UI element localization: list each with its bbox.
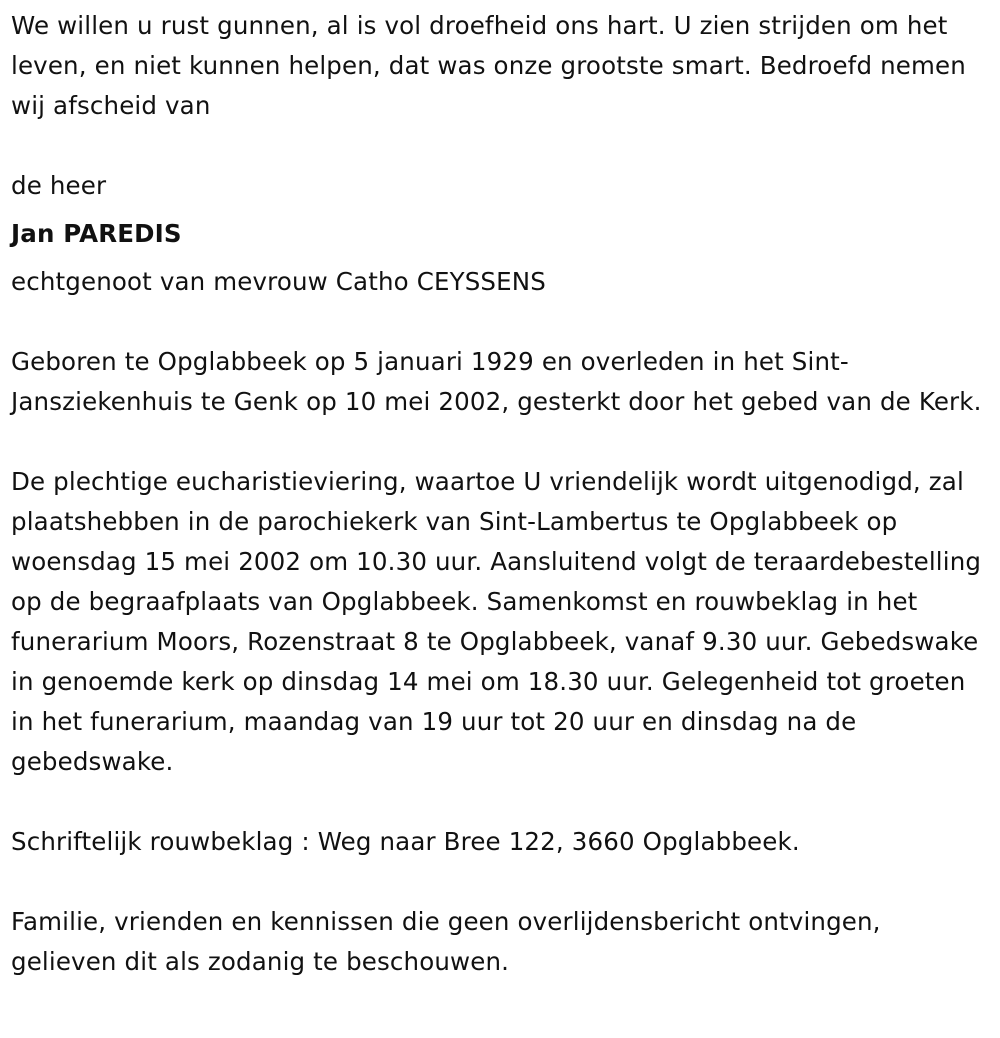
condolence-address: Schriftelijk rouwbeklag : Weg naar Bree 122, 3660 Opglabbeek. <box>11 827 800 856</box>
spouse-relation: echtgenoot van mevrouw Catho CEYSSENS <box>11 267 546 296</box>
deceased-name: Jan PAREDIS <box>11 219 182 248</box>
closing-paragraph: Familie, vrienden en kennissen die geen overlijdensbericht ontvingen, gelieven dit als zodanig te beschouwen. <box>11 907 881 976</box>
intro-paragraph: We willen u rust gunnen, al is vol droefheid ons hart. U zien strijden om het leven, en niet kunnen helpen, dat was onze grootste smart. Bedroefd nemen wij afscheid van <box>11 11 966 120</box>
obituary-notice <box>11 6 991 982</box>
honorific-title: de heer <box>11 171 107 200</box>
ceremony-paragraph: De plechtige eucharistieviering, waartoe U vriendelijk wordt uitgenodigd, zal plaatshebben in de parochiekerk van Sint-Lambertus te Opglabbeek op woensdag 15 mei 2002 om 10.30 uur. Aansluitend volgt de teraardebestelling op de begraafplaats van Opglabbeek. Samenkomst en rouwbeklag in het funerarium Moors, Rozenstraat 8 te Opglabbeek, vanaf 9.30 uur. Gebedswake in genoemde kerk op dinsdag 14 mei om 18.30 uur. Gelegenheid tot groeten in het funerarium, maandag van 19 uur tot 20 uur en dinsdag na de gebedswake. <box>11 467 982 776</box>
birth-death-paragraph: Geboren te Opglabbeek op 5 januari 1929 en overleden in het Sint-Jansziekenhuis te Genk op 10 mei 2002, gesterkt door het gebed van de Kerk. <box>11 347 982 416</box>
